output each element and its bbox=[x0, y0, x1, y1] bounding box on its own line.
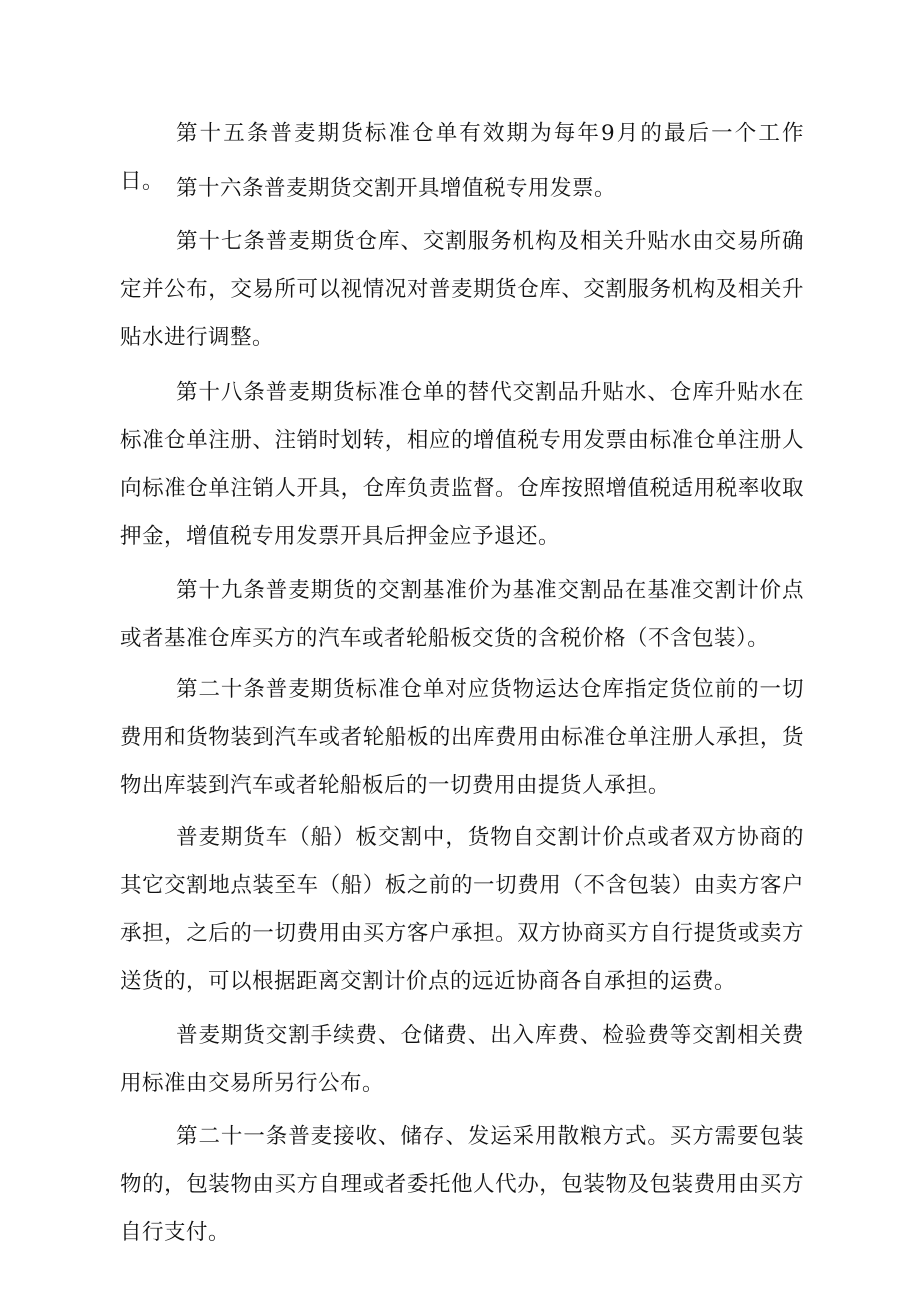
paragraph-board-delivery-costs: 普麦期货车（船）板交割中，货物自交割计价点或者双方协商的其它交割地点装至车（船）板之前的一切费用（不含包装）由卖方客户承担，之后的一切费用由买方客户承担。双方协商买方自行提货或卖方送货的，可以根据距离交割计价点的远近协商各自承担的运费。 bbox=[120, 825, 804, 994]
paragraph-article-17: 第十七条普麦期货仓库、交割服务机构及相关升贴水由交易所确定并公布，交易所可以视情况对普麦期货仓库、交割服务机构及相关升贴水进行调整。 bbox=[120, 229, 804, 350]
paragraph-article-16: 第十六条普麦期货交割开具增值税专用发票。 bbox=[176, 176, 617, 201]
paragraph-article-21: 第二十一条普麦接收、储存、发运采用散粮方式。买方需要包装物的，包装物由买方自理或者委托他人代办，包装物及包装费用由买方自行支付。 bbox=[120, 1124, 804, 1245]
paragraph-delivery-fees: 普麦期货交割手续费、仓储费、出入库费、检验费等交割相关费用标准由交易所另行公布。 bbox=[120, 1023, 804, 1096]
paragraph-article-18: 第十八条普麦期货标准仓单的替代交割品升贴水、仓库升贴水在标准仓单注册、注销时划转，相应的增值税专用发票由标准仓单注册人向标准仓单注销人开具，仓库负责监督。仓库按照增值税适用税率收取押金，增值税专用发票开具后押金应予退还。 bbox=[120, 380, 804, 549]
paragraph-article-19: 第十九条普麦期货的交割基准价为基准交割品在基准交割计价点或者基准仓库买方的汽车或者轮船板交货的含税价格（不含包装）。 bbox=[120, 578, 804, 651]
paragraph-article-15: 第十五条普麦期货标准仓单有效期为每年9月的最后一个工作日。 bbox=[120, 121, 804, 194]
paragraph-article-20: 第二十条普麦期货标准仓单对应货物运达仓库指定货位前的一切费用和货物装到汽车或者轮船板的出库费用由标准仓单注册人承担，货物出库装到汽车或者轮船板后的一切费用由提货人承担。 bbox=[120, 677, 804, 798]
